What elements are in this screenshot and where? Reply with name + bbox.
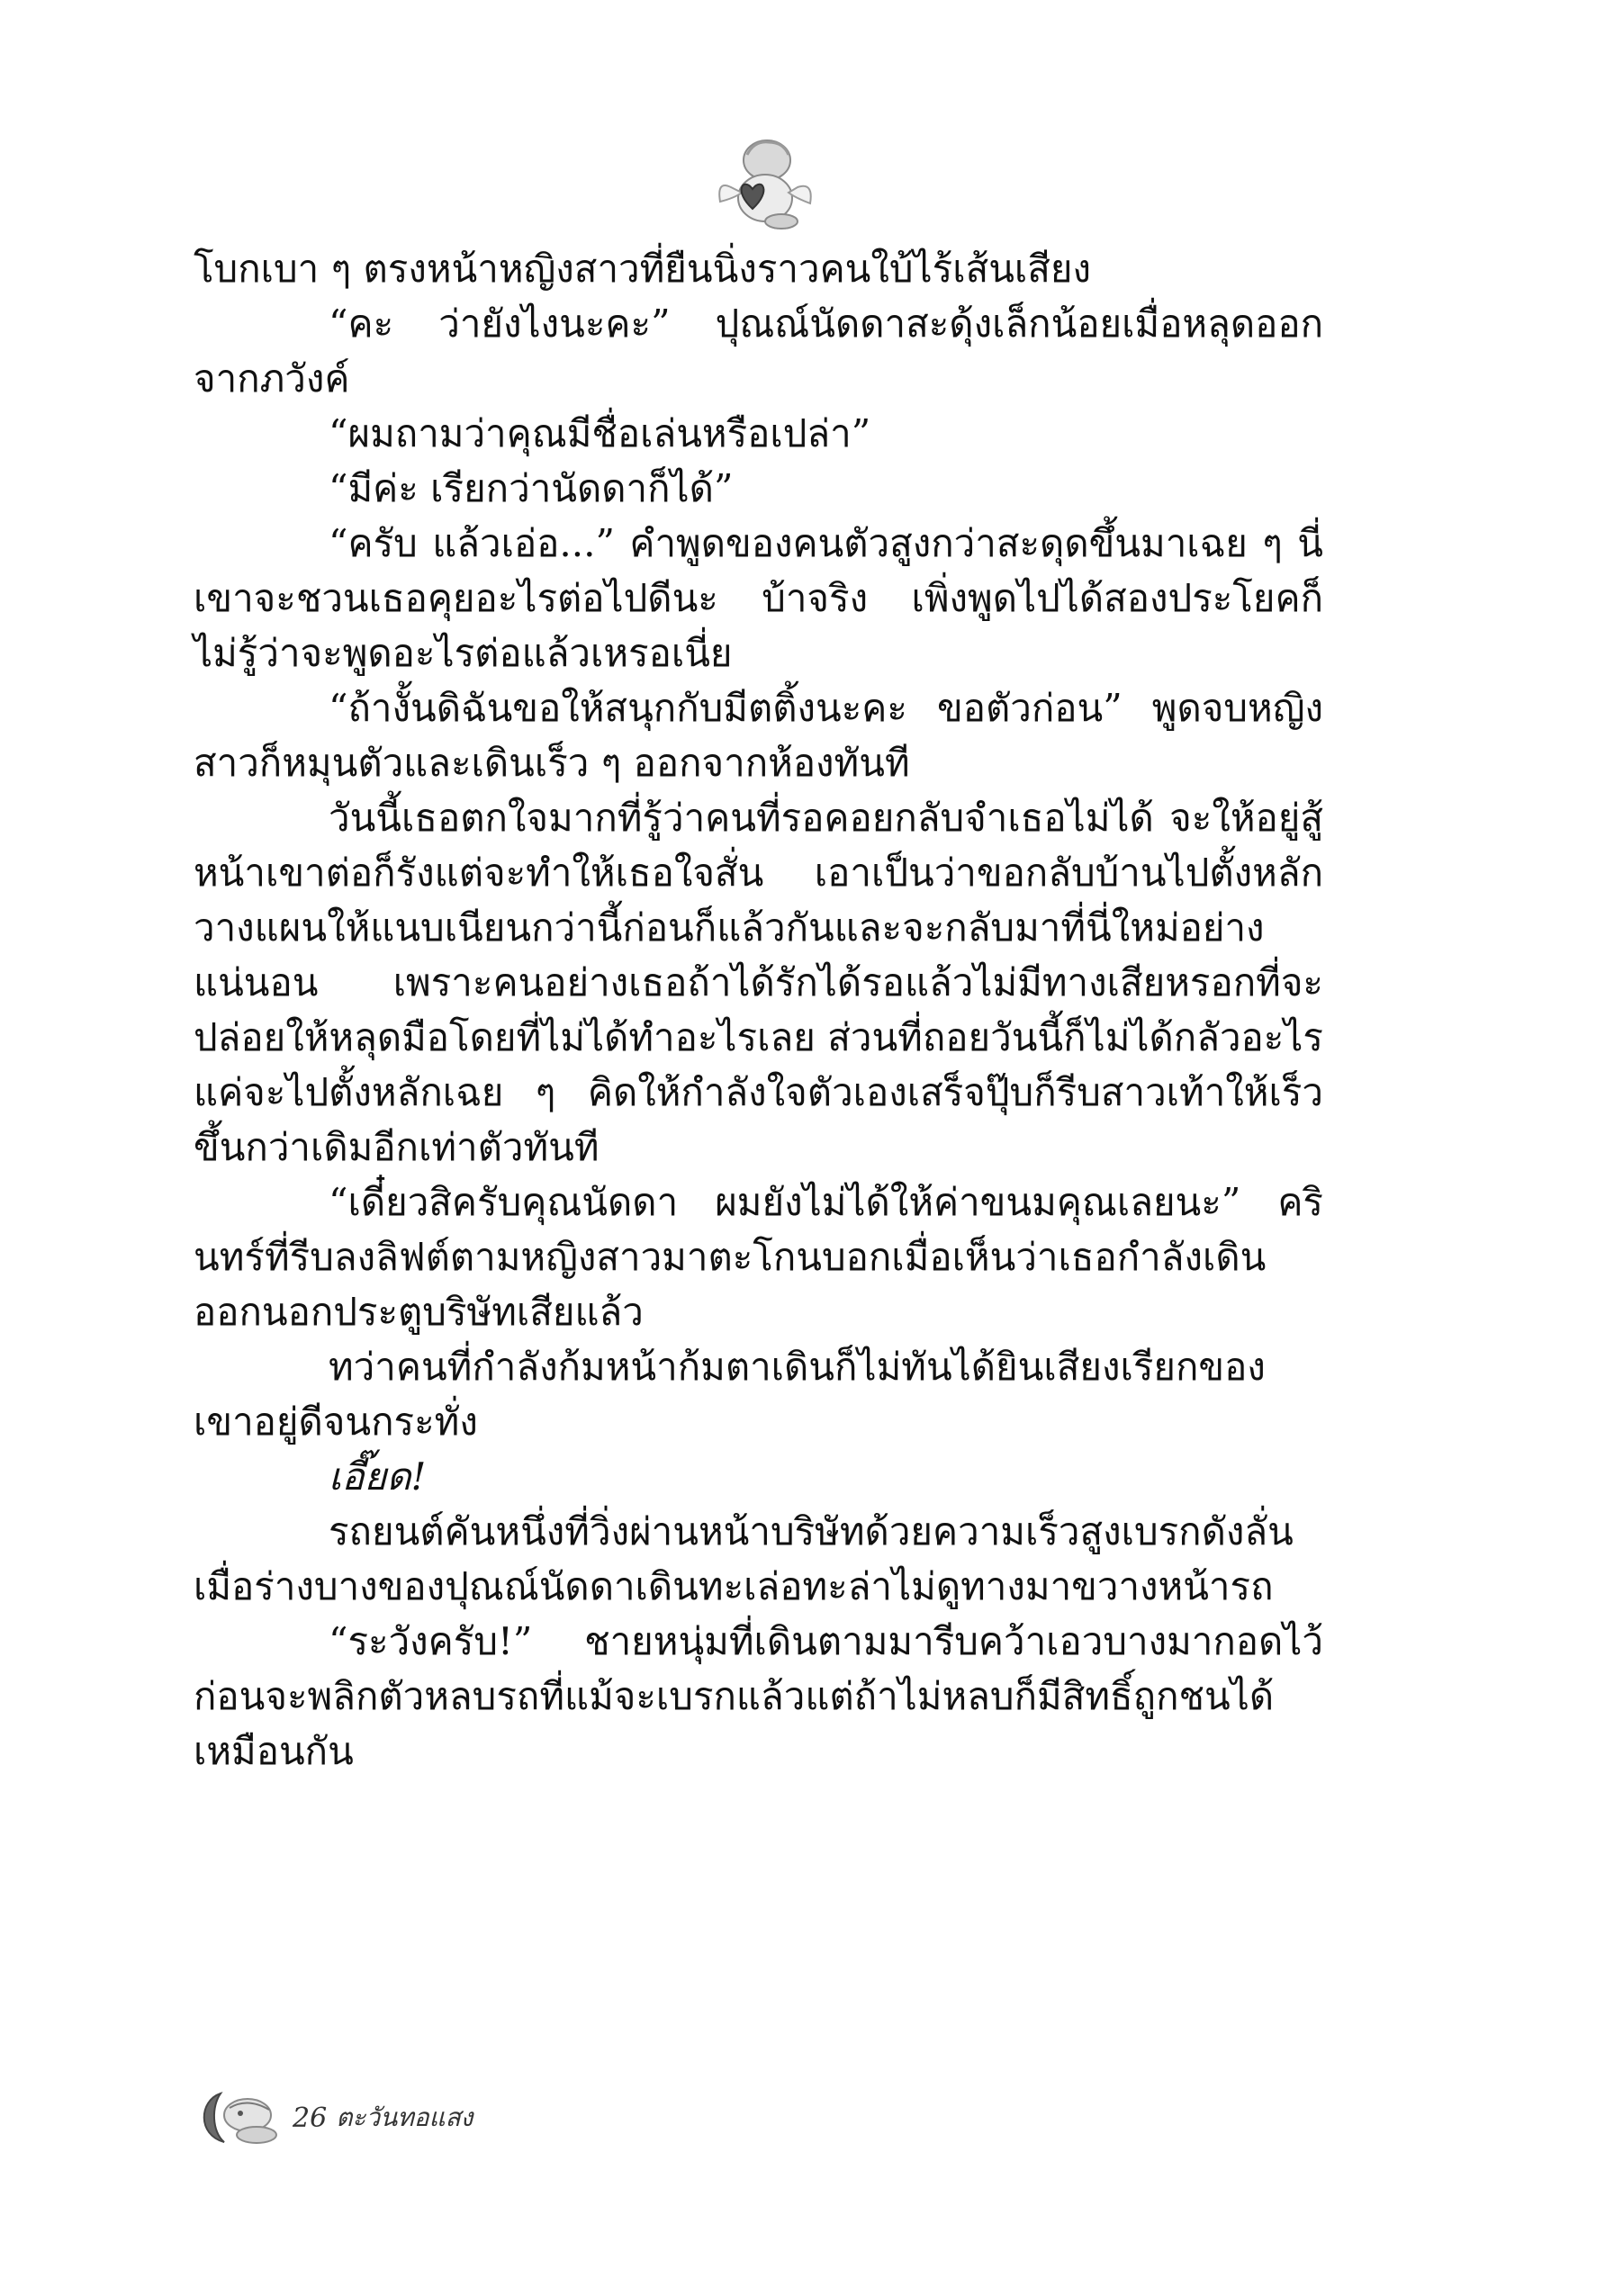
paragraph: “คะ ว่ายังไงนะคะ” ปุณณ์นัดดาสะดุ้งเล็กน้อยเมื่อหลุดออกจากภวังค์ (194, 302, 1323, 401)
paragraph: ทว่าคนที่กำลังก้มหน้าก้มตาเดินก็ไม่ทันได้ยินเสียงเรียกของเขาอยู่ดีจนกระทั่ง (194, 1345, 1266, 1444)
paragraph: รถยนต์คันหนึ่งที่วิ่งผ่านหน้าบริษัทด้วยความเร็วสูงเบรกดังลั่นเมื่อร่างบางของปุณณ์นัดดาเดินทะเล่อทะล่าไม่ดูทางมาขวางหน้ารถ (194, 1509, 1294, 1608)
paragraph: “ครับ แล้วเอ่อ...” คำพูดของคนตัวสูงกว่าสะดุดขึ้นมาเฉย ๆ นี่เขาจะชวนเธอคุยอะไรต่อไปดีนะ บ้าจริง เพิ่งพูดไปได้สองประโยคก็ไม่รู้ว่าจะพูดอะไรต่อแล้วเหรอเนี่ย (194, 521, 1323, 675)
paragraph: “ผมถามว่าคุณมีชื่อเล่นหรือเปล่า” (329, 411, 871, 455)
paragraph: “ถ้างั้นดิฉันขอให้สนุกกับมีตติ้งนะคะ ขอตัวก่อน” พูดจบหญิงสาวก็หมุนตัวและเดินเร็ว ๆ ออกจากห้องทันที (194, 686, 1323, 785)
chapter-body-text (194, 241, 1323, 1778)
page-footer (194, 2086, 473, 2149)
paragraph: “เดี๋ยวสิครับคุณนัดดา ผมยังไม่ได้ให้ค่าขนมคุณเลยนะ” ครินทร์ที่รีบลงลิฟต์ตามหญิงสาวมาตะโกนบอกเมื่อเห็นว่าเธอกำลังเดินออกนอกประตูบริษัทเสียแล้ว (194, 1180, 1323, 1334)
book-title: ตะวันทอแสง (336, 2102, 473, 2132)
paragraph: “มีค่ะ เรียกว่านัดดาก็ได้” (329, 466, 734, 510)
paragraph: โบกเบา ๆ ตรงหน้าหญิงสาวที่ยืนนิ่งราวคนใบ้ไร้เส้นเสียง (194, 247, 1092, 291)
cherub-heart-icon (711, 135, 819, 234)
page-number: 26 (293, 2102, 328, 2134)
sound-effect-paragraph: เอี๊ยด! (329, 1454, 427, 1499)
paragraph: วันนี้เธอตกใจมากที่รู้ว่าคนที่รอคอยกลับจำเธอไม่ได้ จะให้อยู่สู้หน้าเขาต่อก็รังแต่จะทำให้เธอใจสั่น เอาเป็นว่าขอกลับบ้านไปตั้งหลักวางแผนให้แนบเนียนกว่านี้ก่อนก็แล้วกันและจะกลับมาที่นี่ใหม่อย่างแน่นอน เพราะคนอย่างเธอถ้าได้รักได้รอแล้วไม่มีทางเสียหรอกที่จะปล่อยให้หลุดมือโดยที่ไม่ได้ทำอะไรเลย ส่วนที่ถอยวันนี้ก็ไม่ได้กลัวอะไร แค่จะไปตั้งหลักเฉย ๆ คิดให้กำลังใจตัวเองเสร็จปุ๊บก็รีบสาวเท้าให้เร็วขึ้นกว่าเดิมอีกเท่าตัวทันที (194, 796, 1323, 1169)
paragraph: “ระวังครับ!” ชายหนุ่มที่เดินตามมารีบคว้าเอวบางมากอดไว้ก่อนจะพลิกตัวหลบรถที่แม้จะเบรกแล้วแต่ถ้าไม่หลบก็มีสิทธิ์ถูกชนได้เหมือนกัน (194, 1619, 1323, 1773)
crescent-moon-icon (194, 2088, 284, 2147)
